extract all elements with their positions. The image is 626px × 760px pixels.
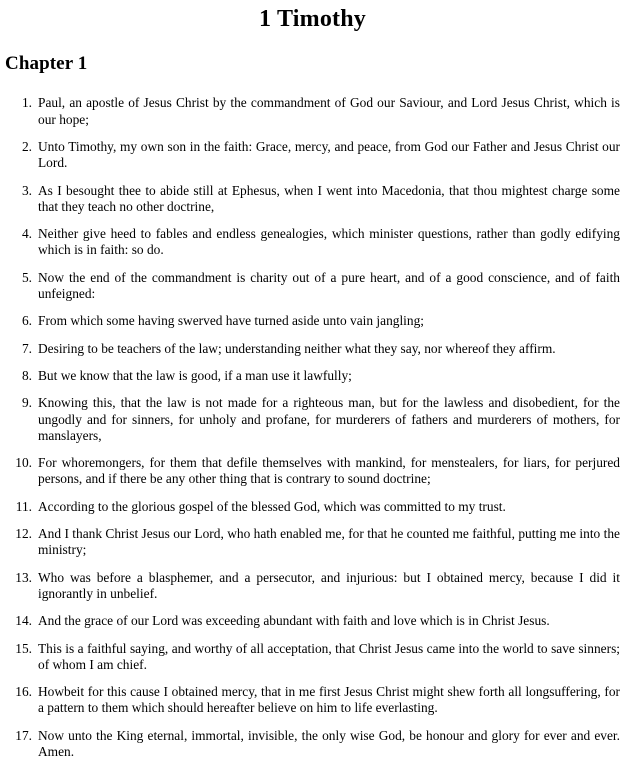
verse-item xyxy=(5,183,620,216)
verse-number: 13. xyxy=(15,569,32,585)
page-title: 1 Timothy xyxy=(259,6,366,32)
verse-text: Now the end of the commandment is charity out of a pure heart, and of a good conscience, and of faith unfeigned: xyxy=(38,269,620,302)
verse-text: As I besought thee to abide still at Ephesus, when I went into Macedonia, that thou mightest charge some that they teach no other doctrine, xyxy=(38,182,620,214)
verse-item xyxy=(5,684,620,717)
verse-item xyxy=(5,613,620,629)
verse-item xyxy=(5,728,620,760)
verse-text: Paul, an apostle of Jesus Christ by the commandment of God our Saviour, and Lord Jesus Christ, which is our hope; xyxy=(38,95,620,127)
chapter-heading: Chapter 1 xyxy=(5,53,88,75)
verse-text: But we know that the law is good, if a man use it lawfully; xyxy=(38,367,352,383)
verse-text: Who was before a blasphemer, and a persecutor, and injurious: but I obtained mercy, because I did it ignorantly in unbelief. xyxy=(38,569,620,601)
verse-number: 6. xyxy=(21,313,32,329)
verse-number: 3. xyxy=(21,182,32,198)
verse-text: This is a faithful saying, and worthy of all acceptation, that Christ Jesus came into the world to save sinners; of whom I am chief. xyxy=(38,640,620,672)
verse-item xyxy=(5,226,620,259)
verse-text: Knowing this, that the law is not made for a righteous man, but for the lawless and disobedient, for the ungodly and for sinners, for unholy and profane, for murderers of fathers and murderers of mothers, for manslayers, xyxy=(38,395,620,443)
verse-item xyxy=(5,455,620,488)
verse-text: And the grace of our Lord was exceeding abundant with faith and love which is in Christ Jesus. xyxy=(38,613,550,629)
verse-text: Neither give heed to fables and endless genealogies, which minister questions, rather than godly edifying which is in faith: so do. xyxy=(38,226,620,258)
verse-number: 9. xyxy=(21,395,32,411)
verse-item xyxy=(5,95,620,128)
verse-text: According to the glorious gospel of the blessed God, which was committed to my trust. xyxy=(38,498,506,514)
verse-item xyxy=(5,499,620,515)
verse-item xyxy=(5,139,620,172)
verse-item xyxy=(5,270,620,303)
verse-text: Desiring to be teachers of the law; understanding neither what they say, nor whereof they affirm. xyxy=(38,340,556,356)
verse-number: 11. xyxy=(15,498,32,514)
verse-item xyxy=(5,641,620,674)
verse-text: And I thank Christ Jesus our Lord, who hath enabled me, for that he counted me faithful, putting me into the ministry; xyxy=(38,526,620,558)
verse-list xyxy=(5,95,620,760)
verse-item xyxy=(5,526,620,559)
verse-number: 17. xyxy=(15,727,32,743)
verse-number: 4. xyxy=(21,226,32,242)
verse-item xyxy=(5,341,620,357)
verse-number: 2. xyxy=(21,138,32,154)
verse-text: Now unto the King eternal, immortal, invisible, the only wise God, be honour and glory for ever and ever. Amen. xyxy=(38,727,620,759)
verse-text: Unto Timothy, my own son in the faith: Grace, mercy, and peace, from God our Father and Jesus Christ our Lord. xyxy=(38,138,620,171)
verse-number: 14. xyxy=(15,613,32,629)
verse-text: From which some having swerved have turned aside unto vain jangling; xyxy=(38,313,425,329)
verse-number: 7. xyxy=(21,340,32,356)
verse-number: 10. xyxy=(15,455,32,471)
document-page xyxy=(0,6,626,759)
verse-number: 15. xyxy=(15,640,32,656)
verse-number: 1. xyxy=(21,95,32,111)
verse-number: 12. xyxy=(15,526,32,542)
verse-number: 16. xyxy=(15,684,32,700)
verse-text: Howbeit for this cause I obtained mercy, that in me first Jesus Christ might shew forth all longsuffering, for a pattern to them which should hereafter believe on him to life everlasting. xyxy=(38,684,620,716)
verse-item xyxy=(5,395,620,444)
verse-item xyxy=(5,570,620,603)
verse-text: For whoremongers, for them that defile themselves with mankind, for menstealers, for liars, for perjured persons, and if there be any other thing that is contrary to sound doctrine; xyxy=(38,455,620,487)
verse-number: 5. xyxy=(21,269,32,285)
verse-item xyxy=(5,368,620,384)
verse-item xyxy=(5,313,620,329)
verse-number: 8. xyxy=(21,367,32,383)
